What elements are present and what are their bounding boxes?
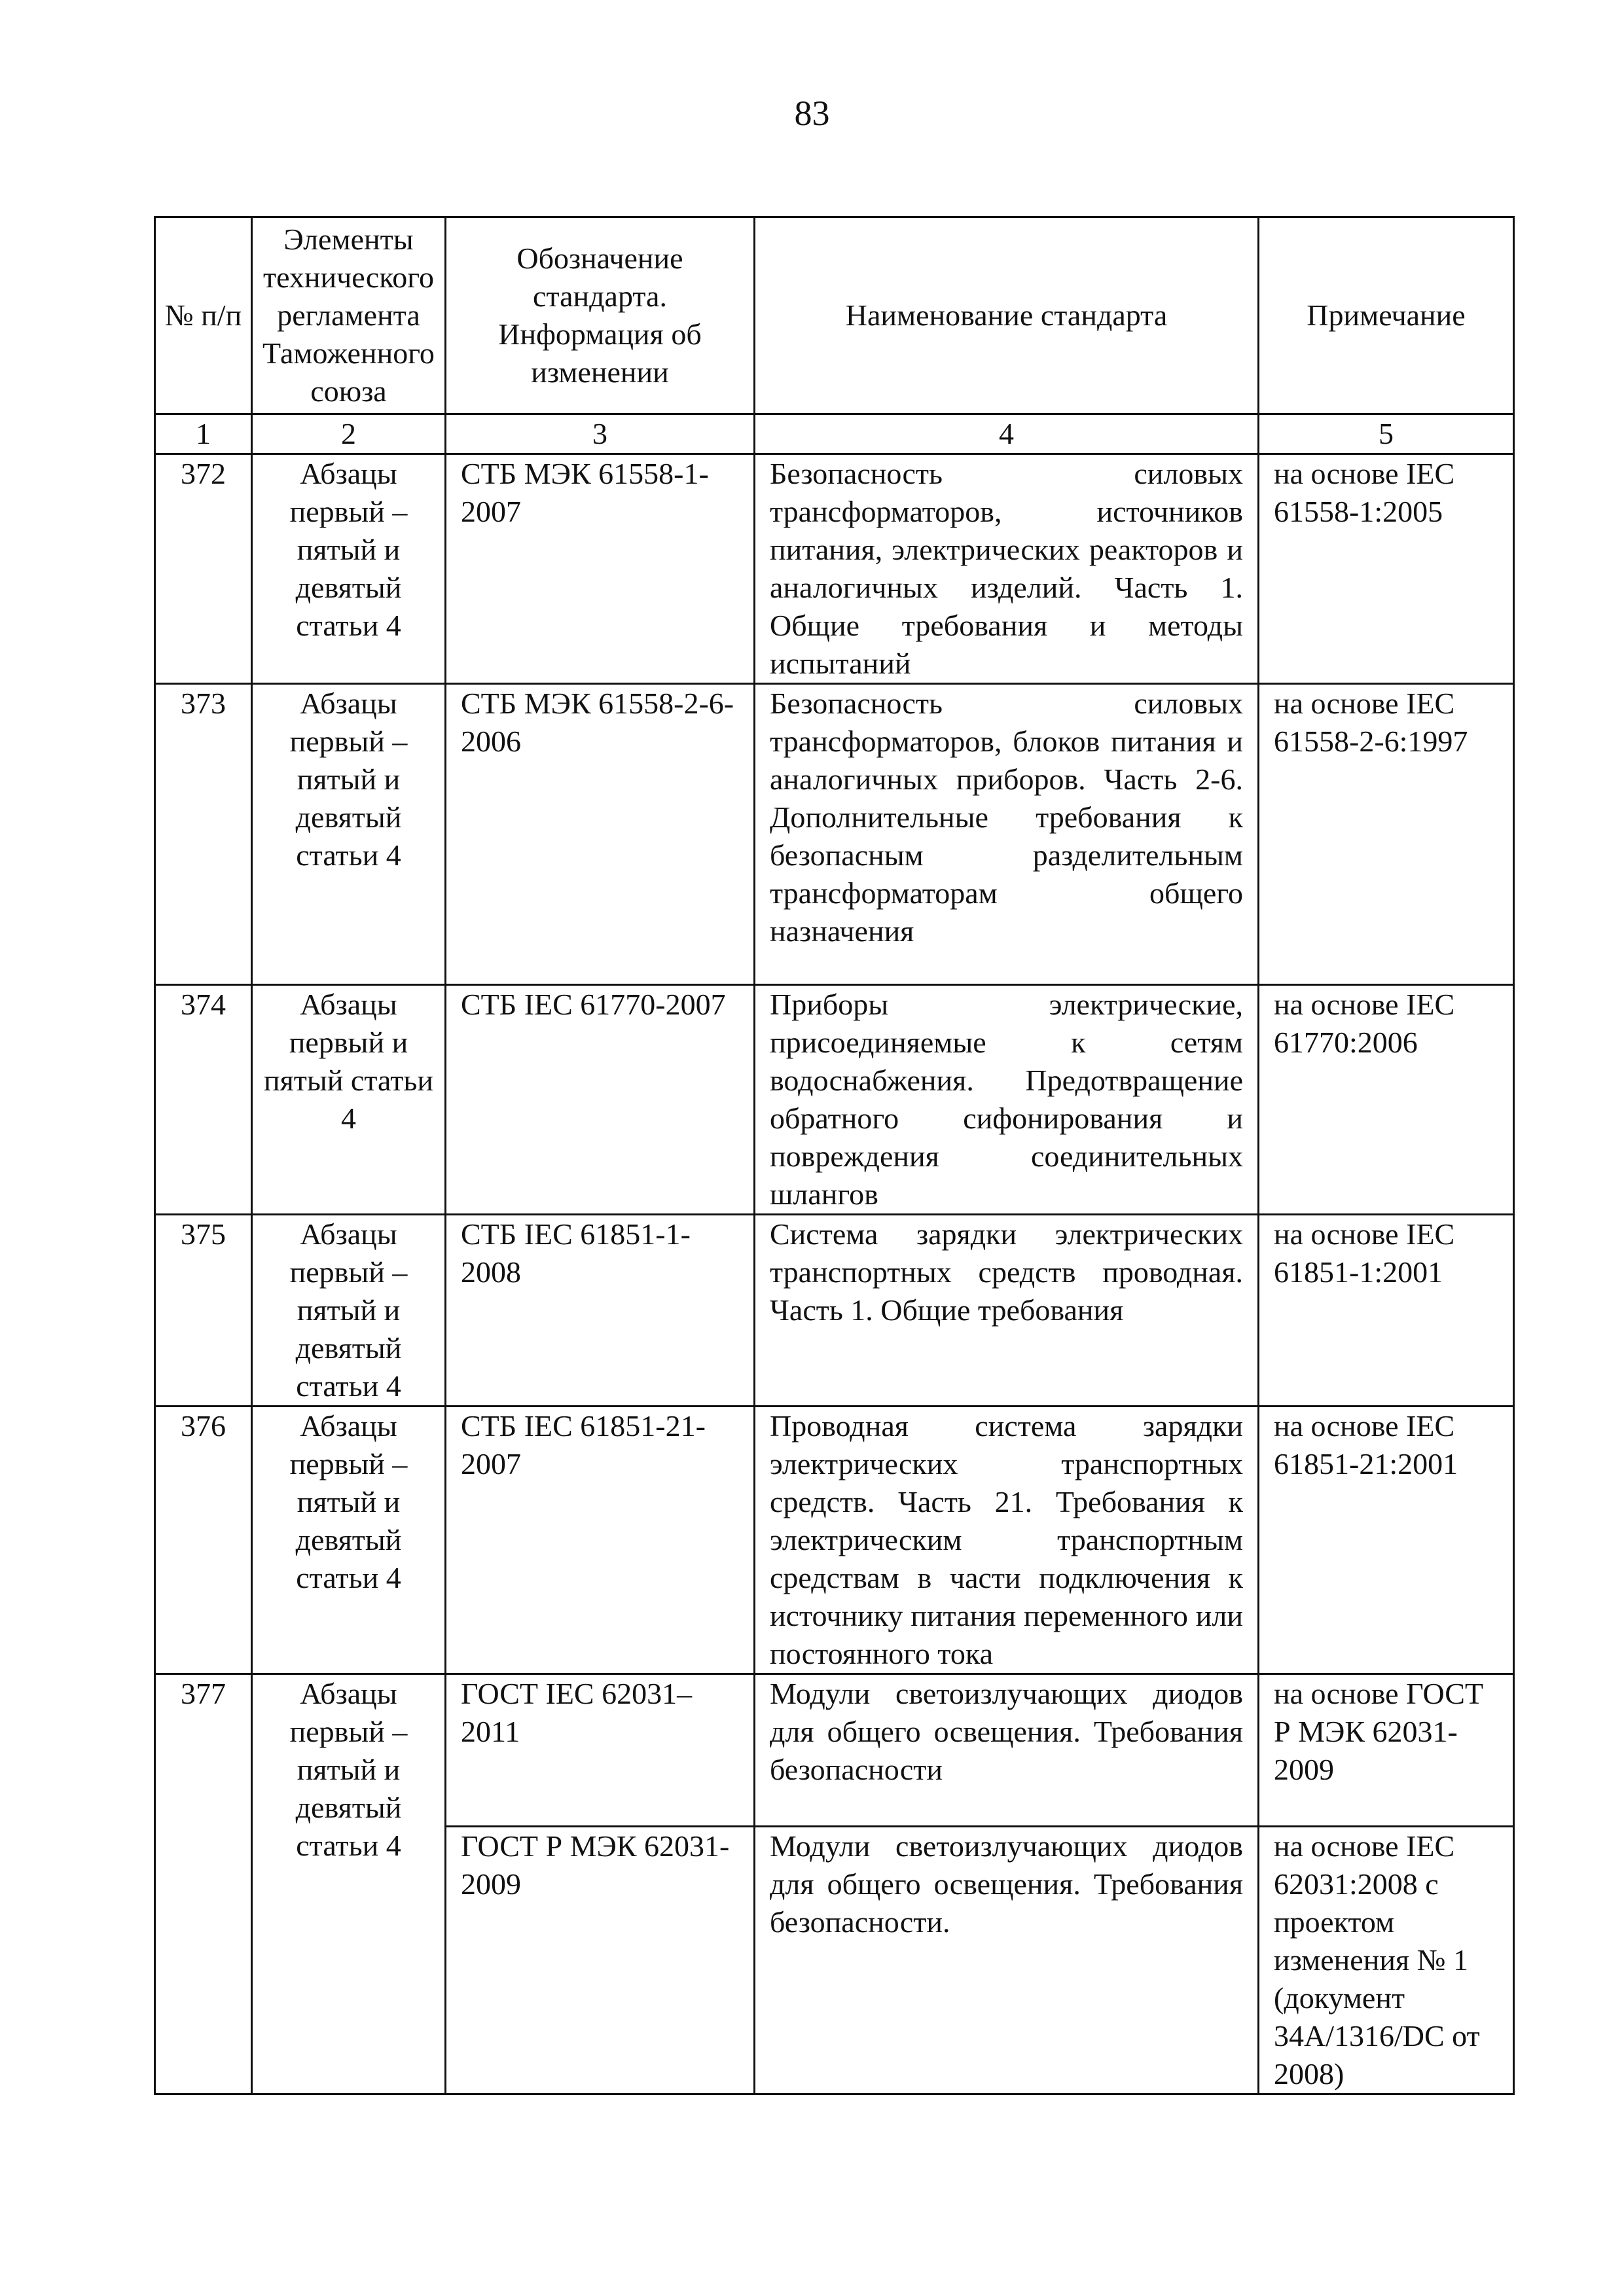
header-num: № п/п bbox=[155, 217, 252, 414]
header-note: Примечание bbox=[1259, 217, 1514, 414]
row-name: Проводная система зарядки электрических транспортных средств. Часть 21. Требования к электрическим транспортным средствам в части подключения к источнику питания переменного или постоянного тока bbox=[755, 1407, 1259, 1674]
table-row bbox=[155, 1674, 1514, 1827]
header-elements: Элементы технического регламента Таможенного союза bbox=[252, 217, 446, 414]
row-num: 375 bbox=[155, 1215, 252, 1407]
row-designation: СТБ IEC 61851-1-2008 bbox=[446, 1215, 755, 1407]
header-row bbox=[155, 217, 1514, 414]
row-elements: Абзацы первый – пятый и девятый статьи 4 bbox=[252, 1215, 446, 1407]
column-number: 5 bbox=[1259, 414, 1514, 454]
row-designation: ГОСТ Р МЭК 62031-2009 bbox=[446, 1827, 755, 2094]
standards-table bbox=[154, 216, 1515, 2095]
row-designation: СТБ МЭК 61558-2-6-2006 bbox=[446, 684, 755, 985]
row-designation: СТБ МЭК 61558-1-2007 bbox=[446, 454, 755, 684]
row-note: на основе IEC 61851-21:2001 bbox=[1259, 1407, 1514, 1674]
row-note: на основе IEC 62031:2008 с проектом изменения № 1 (документ 34A/1316/DC от 2008) bbox=[1259, 1827, 1514, 2094]
column-numbers-row bbox=[155, 414, 1514, 454]
row-num: 376 bbox=[155, 1407, 252, 1674]
row-elements: Абзацы первый – пятый и девятый статьи 4 bbox=[252, 1407, 446, 1674]
row-note: на основе IEC 61558-1:2005 bbox=[1259, 454, 1514, 684]
row-name: Приборы электрические, присоединяемые к сетям водоснабжения. Предотвращение обратного сифонирования и повреждения соединительных шлангов bbox=[755, 985, 1259, 1215]
row-elements: Абзацы первый – пятый и девятый статьи 4 bbox=[252, 684, 446, 985]
row-num: 372 bbox=[155, 454, 252, 684]
row-elements: Абзацы первый – пятый и девятый статьи 4 bbox=[252, 1674, 446, 2094]
column-number: 3 bbox=[446, 414, 755, 454]
row-designation: ГОСТ IEC 62031–2011 bbox=[446, 1674, 755, 1827]
row-name: Система зарядки электрических транспортных средств проводная. Часть 1. Общие требования bbox=[755, 1215, 1259, 1407]
row-name: Модули светоизлучающих диодов для общего освещения. Требования безопасности. bbox=[755, 1827, 1259, 2094]
row-elements: Абзацы первый – пятый и девятый статьи 4 bbox=[252, 454, 446, 684]
column-number: 4 bbox=[755, 414, 1259, 454]
row-designation: СТБ IEC 61851-21-2007 bbox=[446, 1407, 755, 1674]
row-num: 374 bbox=[155, 985, 252, 1215]
row-num: 373 bbox=[155, 684, 252, 985]
table-row bbox=[155, 985, 1514, 1215]
table-row bbox=[155, 684, 1514, 985]
header-designation: Обозначение стандарта. Информация об изменении bbox=[446, 217, 755, 414]
row-note: на основе ГОСТ Р МЭК 62031-2009 bbox=[1259, 1674, 1514, 1827]
column-number: 1 bbox=[155, 414, 252, 454]
row-note: на основе IEC 61558-2-6:1997 bbox=[1259, 684, 1514, 985]
table-row bbox=[155, 1407, 1514, 1674]
column-number: 2 bbox=[252, 414, 446, 454]
table-row bbox=[155, 1215, 1514, 1407]
row-designation: СТБ IEC 61770-2007 bbox=[446, 985, 755, 1215]
row-note: на основе IEC 61770:2006 bbox=[1259, 985, 1514, 1215]
row-name: Безопасность силовых трансформаторов, блоков питания и аналогичных приборов. Часть 2-6. Дополнительные требования к безопасным разделительным трансформаторам общего назначения bbox=[755, 684, 1259, 985]
row-name: Безопасность силовых трансформаторов, источников питания, электрических реакторов и аналогичных изделий. Часть 1. Общие требования и методы испытаний bbox=[755, 454, 1259, 684]
table-row bbox=[155, 454, 1514, 684]
page-number: 83 bbox=[794, 94, 830, 133]
row-name: Модули светоизлучающих диодов для общего освещения. Требования безопасности bbox=[755, 1674, 1259, 1827]
row-num: 377 bbox=[155, 1674, 252, 2094]
header-name: Наименование стандарта bbox=[755, 217, 1259, 414]
row-elements: Абзацы первый и пятый статьи 4 bbox=[252, 985, 446, 1215]
row-note: на основе IEC 61851-1:2001 bbox=[1259, 1215, 1514, 1407]
